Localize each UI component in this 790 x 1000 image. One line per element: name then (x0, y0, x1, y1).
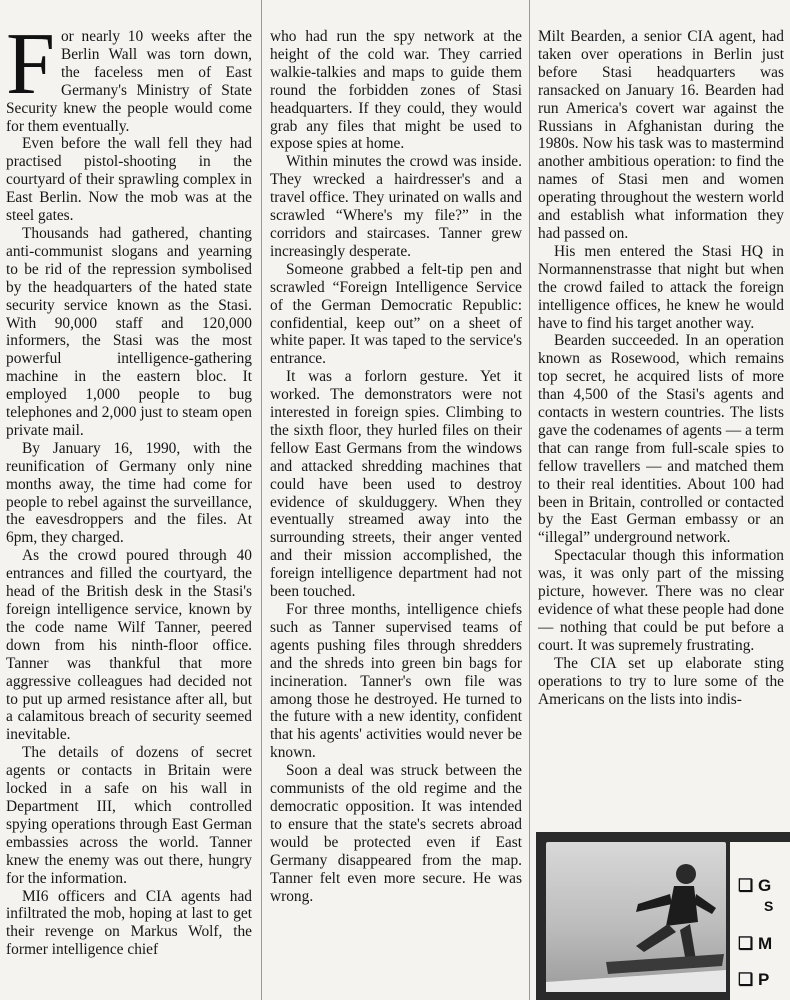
article-paragraph: The details of dozens of secret agents or contacts in Britain were locked in a safe on his wall in Department III, which controlled spying operations through East German embassies across the world. Tanner knew the enemy was out there, hungry for the information. (6, 744, 252, 887)
article-paragraph: For nearly 10 weeks after the Berlin Wall was torn down, the faceless men of East Germany's Ministry of State Security knew the people would come for them eventually. (6, 16, 252, 135)
article-paragraph: By January 16, 1990, with the reunification of Germany only nine months away, the time had come for people to rebel against the surveillance, the eavesdroppers and the files. At 6pm, they charged. (6, 439, 252, 547)
article-paragraph: It was a forlorn gesture. Yet it worked. The demonstrators were not interested in foreign spies. Climbing to the sixth floor, they hurled files on their fellow East Germans from the windows and attacked shredding machines that could have been used to destroy evidence of skulduggery. When they eventually streamed away into the surrounding streets, their anger vented and their mission accomplished, the foreign intelligence department had not been touched. (270, 368, 522, 601)
column-rule (261, 0, 262, 1000)
advertisement (536, 832, 790, 1000)
snowboarder-illustration (546, 842, 726, 992)
article-paragraph: Milt Bearden, a senior CIA agent, had taken over operations in Berlin just before Stasi headquarters was ransacked on January 16. Bearden had run America's covert war against the Russians in Afghanistan during the 1980s. Now his task was to mastermind another ambitious operation: to find the names of Stasi men and women operating throughout the western world and establish what information they had passed on. (538, 28, 784, 242)
drop-cap: F (6, 16, 55, 113)
advert-option: ❏ M (738, 934, 773, 953)
article-paragraph: Within minutes the crowd was inside. They wrecked a hairdresser's and a travel office. They urinated on walls and scrawled “Where's my file?” in the corridors and staircases. Tanner grew increasingly desperate. (270, 153, 522, 260)
article-column-3 (538, 28, 784, 708)
article-paragraph: The CIA set up elaborate sting operations to try to lure some of the Americans on the lists into indis- (538, 654, 784, 708)
article-paragraph: Thousands had gathered, chanting anti-communist slogans and yearning to be rid of the repression symbolised by the headquarters of the hated state security service known as the Stasi. With 90,000 staff and 120,000 informers, the Stasi was the most powerful intelligence-gathering machine in the eastern bloc. It employed 1,000 people to bug telephones and 2,000 just to steam open private mail. (6, 224, 252, 439)
article-column-1 (6, 16, 252, 959)
article-paragraph: Bearden succeeded. In an operation known as Rosewood, which remains top secret, he acquired lists of more than 4,500 of the Stasi's agents and contacts in western countries. The lists gave the codenames of agents — a term that can range from full-scale spies to fellow travellers — and matched them to their real identities. About 100 had been in Britain, controlled or contacted by the East German embassy or an “illegal” underground network. (538, 332, 784, 547)
advert-options-panel (730, 842, 790, 1000)
article-paragraph: Even before the wall fell they had practised pistol-shooting in the courtyard of their sprawling complex in East Berlin. Now the mob was at the steel gates. (6, 135, 252, 225)
column-rule (529, 0, 530, 1000)
article-paragraph: Spectacular though this information was, it was only part of the missing picture, however. There was no clear evidence of what these people had done — nothing that could be put before a court. It was supremely frustrating. (538, 547, 784, 654)
article-paragraph: For three months, intelligence chiefs such as Tanner supervised teams of agents pushing files through shredders and the shreds into green bin bags for incineration. Tanner's own file was among those he destroyed. He turned to the future with a new identity, confident that his agents' activities would never be known. (270, 601, 522, 762)
article-paragraph: Someone grabbed a felt-tip pen and scrawled “Foreign Intelligence Service of the German Democratic Republic: confidential, keep out” on a sheet of white paper. It was taped to the service's entrance. (270, 260, 522, 368)
article-paragraph: who had run the spy network at the height of the cold war. They carried walkie-talkies and maps to guide them round the forbidden zones of Stasi headquarters. If they could, they would grab any files that might be used to expose spies at home. (270, 28, 522, 153)
article-paragraph: His men entered the Stasi HQ in Normannenstrasse that night but when the crowd failed to attack the foreign intelligence offices, he knew he would have to find his target another way. (538, 242, 784, 332)
article-paragraph: As the crowd poured through 40 entrances and filled the courtyard, the head of the British desk in the Stasi's foreign intelligence service, known by the code name Wilf Tanner, peered down from his ninth-floor office. Tanner was thankful that more aggressive colleagues had decided not to put up armed resistance after all, but a calamitous breach of security seemed inevitable. (6, 547, 252, 744)
article-paragraph: Soon a deal was struck between the communists of the old regime and the democratic opposition. It was intended to ensure that the state's secrets abroad would be protected even if East Germany disappeared from the map. Tanner felt even more secure. He was wrong. (270, 762, 522, 905)
advert-option-sub: S (764, 898, 774, 914)
advert-option: ❏ G (738, 876, 772, 895)
advert-option: ❏ P (738, 970, 770, 989)
article-column-2 (270, 28, 522, 905)
article-paragraph: MI6 officers and CIA agents had infiltrated the mob, hoping at last to get their revenge on Markus Wolf, the former intelligence chief (6, 887, 252, 959)
snowboarder-photo (546, 842, 726, 992)
